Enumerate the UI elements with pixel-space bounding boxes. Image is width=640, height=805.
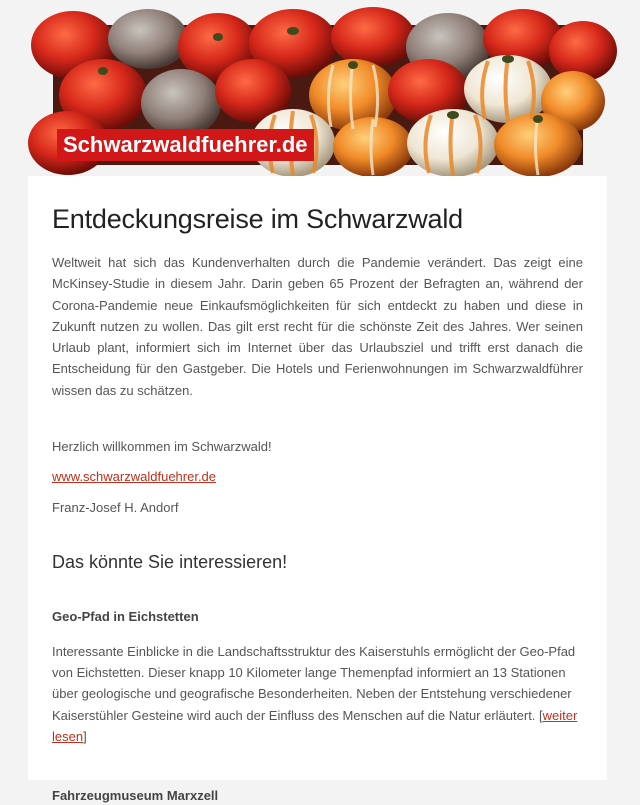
section-heading: Das könnte Sie interessieren! (52, 552, 288, 573)
newsletter-card (28, 176, 607, 804)
signature-text: Franz-Josef H. Andorf (52, 500, 179, 516)
intro-paragraph: Weltweit hat sich das Kundenverhalten durch die Pandemie verändert. Das zeigt eine McKinsey-Studie in diesem Jahr. Darin geben 65 Prozent der Befragten an, während der Corona-Pandemie neue Einkaufsmöglichkeiten für sich entdeckt zu haben und diese in Zukunft nutzen zu wollen. Das gilt erst recht für die schönste Zeit des Jahres. Wer seinen Urlaub plant, informiert sich im Internet über das Urlaubsziel und trifft erst danach die Entscheidung für den Gastgeber. Die Hotels und Ferienwohnungen im Schwarzwaldführer wissen das zu schätzen. (52, 255, 583, 398)
page-title: Entdeckungsreise im Schwarzwald (52, 204, 463, 234)
bracket-close: ] (83, 728, 87, 744)
bracket-open: [ (539, 707, 543, 723)
article-title: Geo-Pfad in Eichstetten (52, 609, 199, 625)
brand-logo-text: Schwarzwaldfuehrer.de (57, 129, 314, 161)
website-link[interactable]: www.schwarzwaldfuehrer.de (52, 469, 217, 485)
article-body (52, 641, 583, 747)
website-link-line (52, 467, 583, 487)
header-banner (53, 25, 583, 165)
article-text: Interessante Einblicke in die Landschaftsstruktur des Kaiserstuhls ermöglicht der Geo-Pfad von Eichstetten. Dieser knapp 10 Kilometer lange Themenpfad informiert an 13 Stationen über geologische und geografische Besonderheiten. Neben der Entstehung verschiedener Kaiserstühler Gesteine wird auch der Einfluss des Menschen auf die Natur erläutert. (52, 644, 576, 723)
read-more-link[interactable]: weiter lesen (52, 707, 578, 744)
greeting-text: Herzlich willkommen im Schwarzwald! (52, 439, 272, 455)
article-title: Fahrzeugmuseum Marxzell (52, 788, 219, 804)
